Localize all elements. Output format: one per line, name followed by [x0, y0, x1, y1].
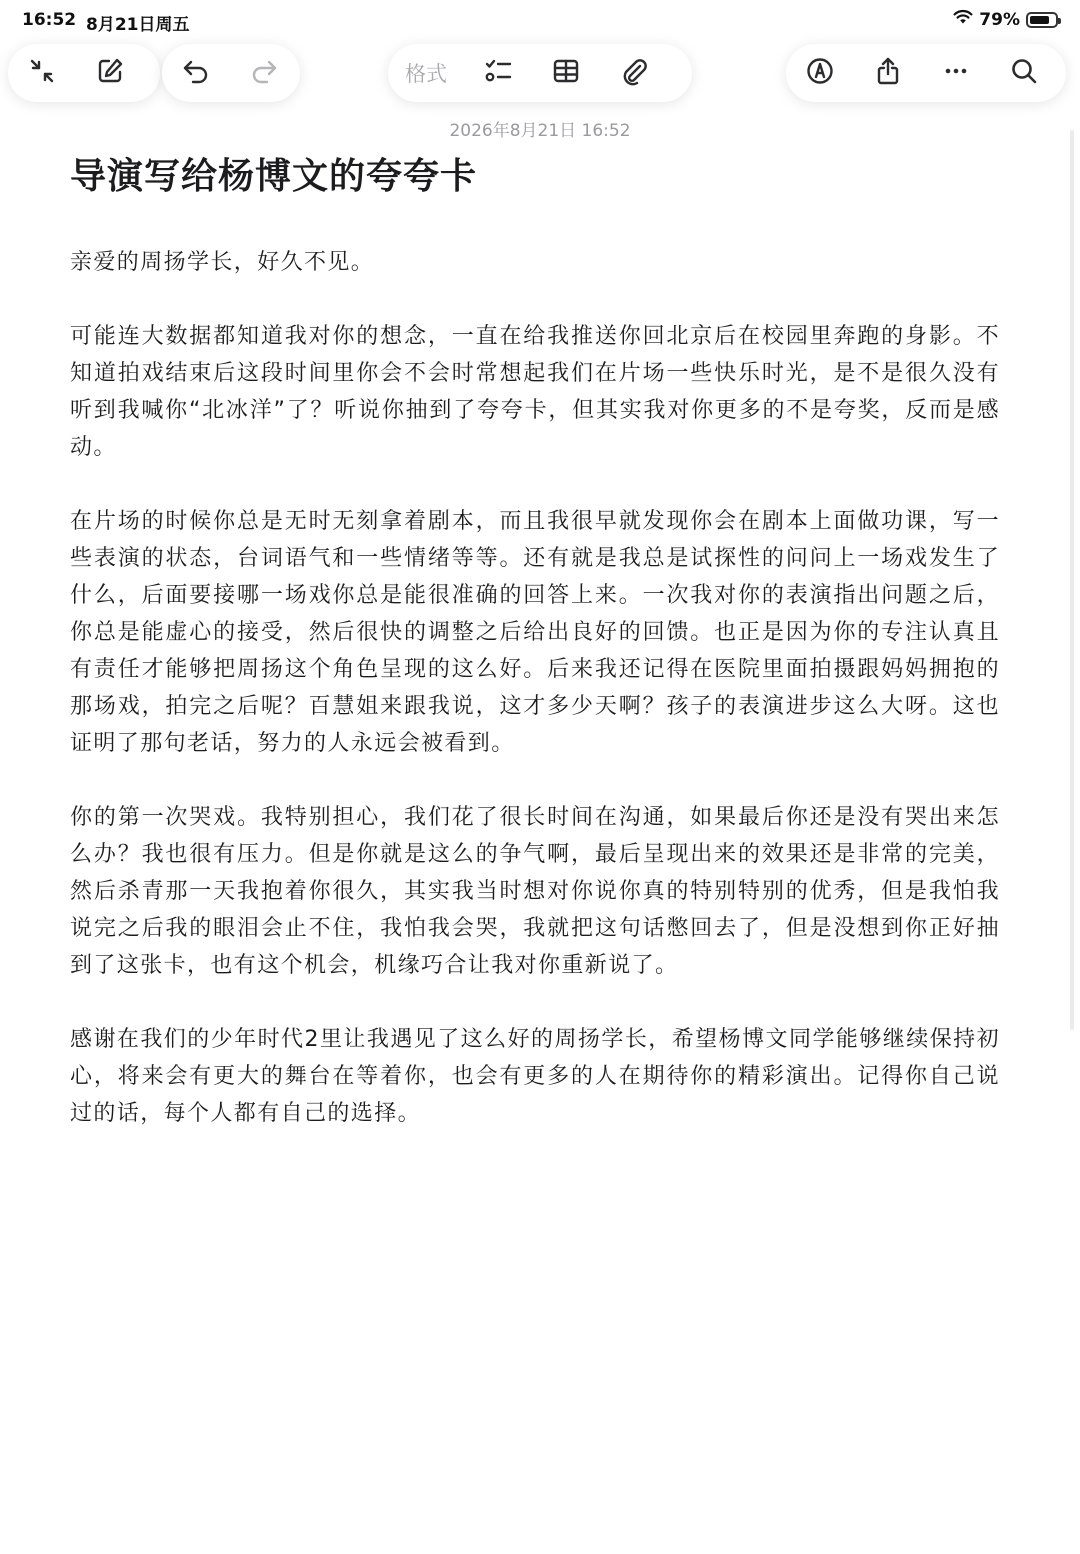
scrollbar[interactable] [1070, 130, 1074, 1030]
undo-icon [181, 56, 211, 90]
note-title[interactable]: 导演写给杨博文的夸夸卡 [70, 156, 478, 197]
notes-toolbar [0, 44, 1080, 102]
note-paragraph: 可能连大数据都知道我对你的想念，一直在给我推送你回北京后在校园里奔跑的身影。不知道拍戏结束后这段时间里你会不会时常想起我们在片场一些快乐时光，是不是很久没有听到我喊你“北冰洋”了？听说你抽到了夸夸卡，但其实我对你更多的不是夸奖，反而是感动。 [70, 324, 1000, 460]
table-icon [551, 56, 581, 90]
format-button[interactable]: 格式 [405, 62, 447, 86]
toolbar-group-left [8, 44, 160, 102]
battery-level [1030, 16, 1049, 24]
status-date: 8月21日周五 [86, 15, 190, 35]
collapse-button[interactable] [8, 44, 76, 102]
search-icon [1009, 56, 1039, 90]
checklist-icon [483, 56, 513, 90]
checklist-button[interactable] [464, 44, 532, 102]
status-right [953, 9, 1058, 30]
compose-icon [95, 56, 125, 90]
markup-button[interactable] [786, 44, 854, 102]
note-timestamp: 2026年8月21日 16:52 [449, 121, 631, 141]
battery-icon [1026, 12, 1058, 28]
compose-button[interactable] [76, 44, 144, 102]
redo-icon [249, 56, 279, 90]
attachment-button[interactable] [600, 44, 668, 102]
note-paragraph: 在片场的时候你总是无时无刻拿着剧本，而且我很早就发现你会在剧本上面做功课，写一些表演的状态，台词语气和一些情绪等等。还有就是我总是试探性的问问上一场戏发生了什么，后面要接哪一场戏你总是能很准确的回答上来。一次我对你的表演指出问题之后，你总是能虚心的接受，然后很快的调整之后给出良好的回馈。也正是因为你的专注认真且有责任才能够把周扬这个角色呈现的这么好。后来我还记得在医院里面拍摄跟妈妈拥抱的那场戏，拍完之后呢？百慧姐来跟我说，这才多少天啊？孩子的表演进步这么大呀。这也证明了那句老话，努力的人永远会被看到。 [70, 509, 1000, 756]
note-paragraph: 你的第一次哭戏。我特别担心，我们花了很长时间在沟通，如果最后你还是没有哭出来怎么办？我也很有压力。但是你就是这么的争气啊，最后呈现出来的效果还是非常的完美，然后杀青那一天我抱着你很久，其实我当时想对你说你真的特别特别的优秀，但是我怕我说完之后我的眼泪会止不住，我怕我会哭，我就把这句话憋回去了，但是没想到你正好抽到了这张卡，也有这个机会，机缘巧合让我对你重新说了。 [70, 805, 1000, 978]
search-button[interactable] [990, 44, 1058, 102]
status-bar [0, 0, 1080, 40]
attachment-icon [619, 56, 649, 90]
note-body[interactable] [70, 244, 1000, 1169]
undo-button[interactable] [162, 44, 230, 102]
redo-button[interactable] [230, 44, 298, 102]
share-button[interactable] [854, 44, 922, 102]
collapse-icon [27, 56, 57, 90]
markup-icon [805, 56, 835, 90]
note-paragraph: 感谢在我们的少年时代2里让我遇见了这么好的周扬学长，希望杨博文同学能够继续保持初心，将来会有更大的舞台在等着你，也会有更多的人在期待你的精彩演出。记得你自己说过的话，每个人都有自己的选择。 [70, 1027, 1000, 1126]
toolbar-group-format [388, 44, 692, 102]
battery-percent: 79% [979, 9, 1020, 30]
more-button[interactable] [922, 44, 990, 102]
table-button[interactable] [532, 44, 600, 102]
more-icon [941, 56, 971, 90]
status-time: 16:52 [22, 10, 77, 30]
note-paragraph: 亲爱的周扬学长，好久不见。 [70, 250, 375, 275]
toolbar-group-right [786, 44, 1066, 102]
share-icon [873, 56, 903, 90]
toolbar-group-undo [162, 44, 300, 102]
wifi-icon [953, 9, 973, 30]
